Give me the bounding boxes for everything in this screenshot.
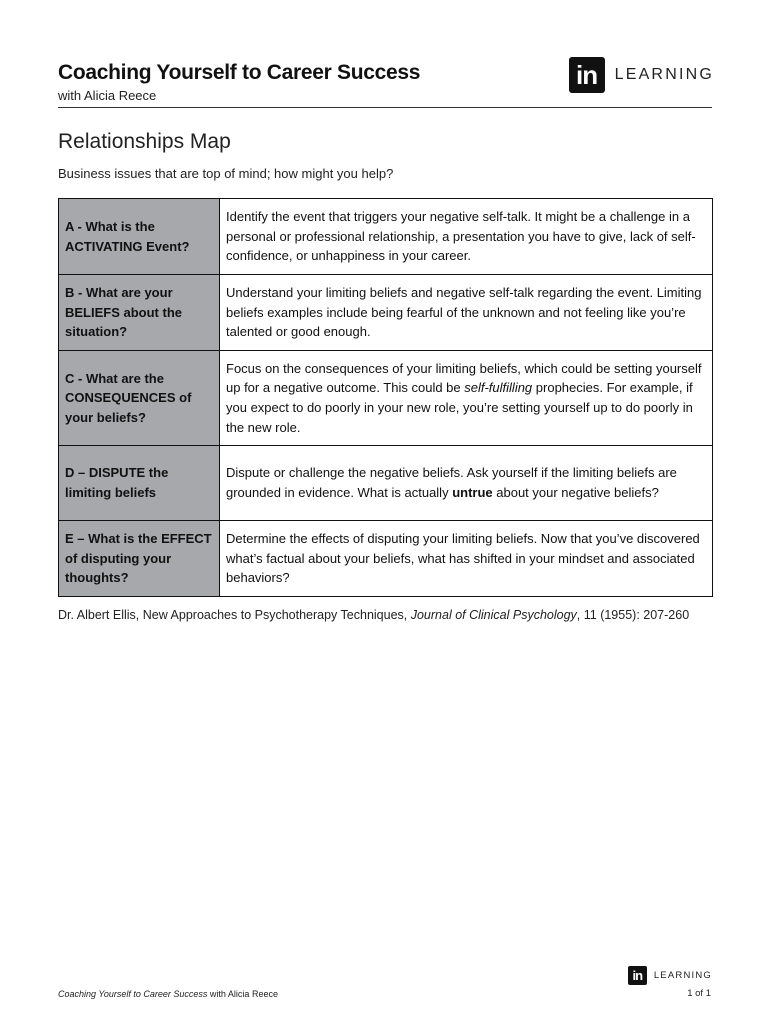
section-title: Relationships Map [58,130,231,153]
row-label: E – What is the EFFECT of disputing your thoughts? [59,521,220,597]
desc-emphasis: self-fulfilling [464,380,533,396]
row-description [220,199,713,275]
desc-text-after: about your negative beliefs? [492,485,659,500]
citation [58,608,689,622]
table-row [59,521,713,597]
table-row [59,351,713,446]
page-number: 1 of 1 [687,988,711,999]
row-description [220,351,713,446]
row-description [220,446,713,521]
desc-text-after: prophecies. For example, if you expect to do poorly in your new role, you’re setting yourself up to do poorly in the new role. [226,380,693,435]
linkedin-learning-logo [569,57,714,93]
row-description [220,521,713,597]
course-author: with Alicia Reece [58,88,157,103]
linkedin-in-icon: in [628,966,647,985]
table-row [59,275,713,351]
footer-logo [628,966,712,985]
row-label: C - What are the CONSEQUENCES of your beliefs? [59,351,220,446]
logo-wordmark: LEARNING [614,66,714,83]
citation-journal: Journal of Clinical Psychology [410,608,577,622]
footer-author: with Alicia Reece [207,989,278,999]
footer-logo-wordmark: LEARNING [653,970,712,981]
row-label: B - What are your BELIEFS about the situation? [59,275,220,351]
relationships-map-table [58,198,713,597]
table-row [59,199,713,275]
course-title: Coaching Yourself to Career Success [58,61,421,84]
desc-text: Identify the event that triggers your negative self-talk. It might be a challenge in a personal or professional relationship, a presentation you have to give, lack of self-confidence, or unhappiness in your career. [226,209,696,264]
row-label: A - What is the ACTIVATING Event? [59,199,220,275]
desc-text: Determine the effects of disputing your limiting beliefs. Now that you’ve discovered what’s factual about your beliefs, what has shifted in your mindset and associated behaviors? [226,531,700,586]
row-label: D – DISPUTE the limiting beliefs [59,446,220,521]
footer-course [58,989,278,999]
desc-text: Dispute or challenge the negative beliefs. Ask yourself if the limiting beliefs are grounded in evidence. What is actually [226,465,677,500]
section-subtitle: Business issues that are top of mind; how might you help? [58,166,394,181]
row-description [220,275,713,351]
desc-text: Focus on the consequences of your limiting beliefs, which could be setting yourself up for a negative outcome. This could be [226,360,702,396]
table-row [59,446,713,521]
desc-text: Understand your limiting beliefs and negative self-talk regarding the event. Limiting beliefs examples include being fearful of the unknown and not feeling like you’re talented or good enough. [226,285,702,340]
linkedin-in-icon: in [569,57,605,93]
citation-text: Dr. Albert Ellis, New Approaches to Psychotherapy Techniques, [58,608,411,622]
citation-details: , 11 (1955): 207-260 [576,608,690,622]
footer-course-title: Coaching Yourself to Career Success [58,989,208,999]
header-divider [58,107,712,108]
desc-emphasis: untrue [452,485,493,500]
